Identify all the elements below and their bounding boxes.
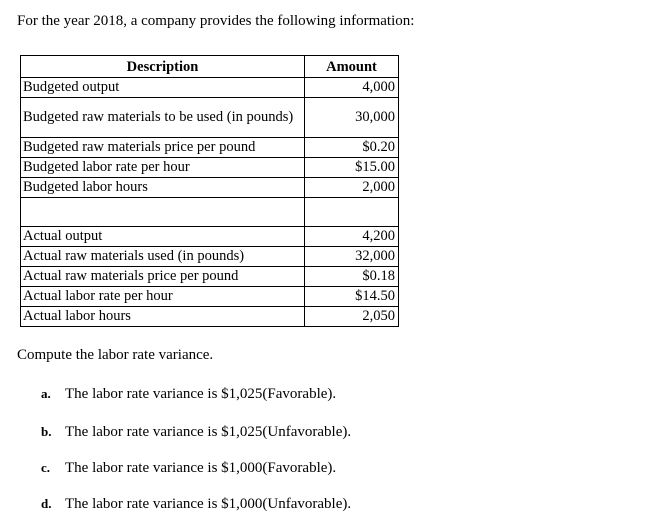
table-row (21, 78, 399, 98)
row-amount: 2,000 (305, 178, 399, 198)
row-description: Actual labor rate per hour (21, 287, 305, 307)
option-text: The labor rate variance is $1,000(Favorable). (65, 460, 337, 476)
row-amount: 4,200 (305, 227, 399, 247)
row-description: Budgeted raw materials price per pound (21, 138, 305, 158)
row-amount: $14.50 (305, 287, 399, 307)
table-row (21, 287, 399, 307)
option-text: The labor rate variance is $1,025(Unfavorable). (65, 424, 352, 440)
option-text: The labor rate variance is $1,025(Favorable). (65, 386, 337, 402)
option-text: The labor rate variance is $1,000(Unfavorable). (65, 496, 352, 512)
row-amount: 30,000 (305, 98, 399, 138)
row-description: Actual raw materials price per pound (21, 267, 305, 287)
data-table (20, 55, 399, 327)
table-row (21, 307, 399, 327)
row-amount: 2,050 (305, 307, 399, 327)
table-row (21, 267, 399, 287)
question-text: Compute the labor rate variance. (17, 347, 214, 363)
row-amount: 4,000 (305, 78, 399, 98)
table-row (21, 178, 399, 198)
option-label: b. (41, 424, 52, 439)
spacer-cell (305, 198, 399, 227)
option-label: a. (41, 386, 51, 401)
row-description: Budgeted output (21, 78, 305, 98)
option-a[interactable] (41, 386, 336, 403)
spacer-cell (21, 198, 305, 227)
row-description: Actual output (21, 227, 305, 247)
row-description: Budgeted labor hours (21, 178, 305, 198)
table-row (21, 98, 399, 138)
header-amount: Amount (305, 56, 399, 78)
option-c[interactable] (41, 460, 336, 477)
table-row (21, 158, 399, 178)
row-description: Budgeted labor rate per hour (21, 158, 305, 178)
row-amount: $15.00 (305, 158, 399, 178)
option-label: c. (41, 460, 51, 475)
table-row (21, 138, 399, 158)
row-description: Actual raw materials used (in pounds) (21, 247, 305, 267)
option-b[interactable] (41, 424, 351, 441)
table-spacer-row (21, 198, 399, 227)
table-row (21, 227, 399, 247)
row-description: Budgeted raw materials to be used (in pounds) (21, 98, 305, 138)
row-description: Actual labor hours (21, 307, 305, 327)
option-label: d. (41, 496, 52, 511)
table-row (21, 247, 399, 267)
table-header-row (21, 56, 399, 78)
header-description: Description (21, 56, 305, 78)
row-amount: 32,000 (305, 247, 399, 267)
intro-text: For the year 2018, a company provides the following information: (17, 13, 415, 29)
row-amount: $0.20 (305, 138, 399, 158)
option-d[interactable] (41, 496, 351, 513)
row-amount: $0.18 (305, 267, 399, 287)
